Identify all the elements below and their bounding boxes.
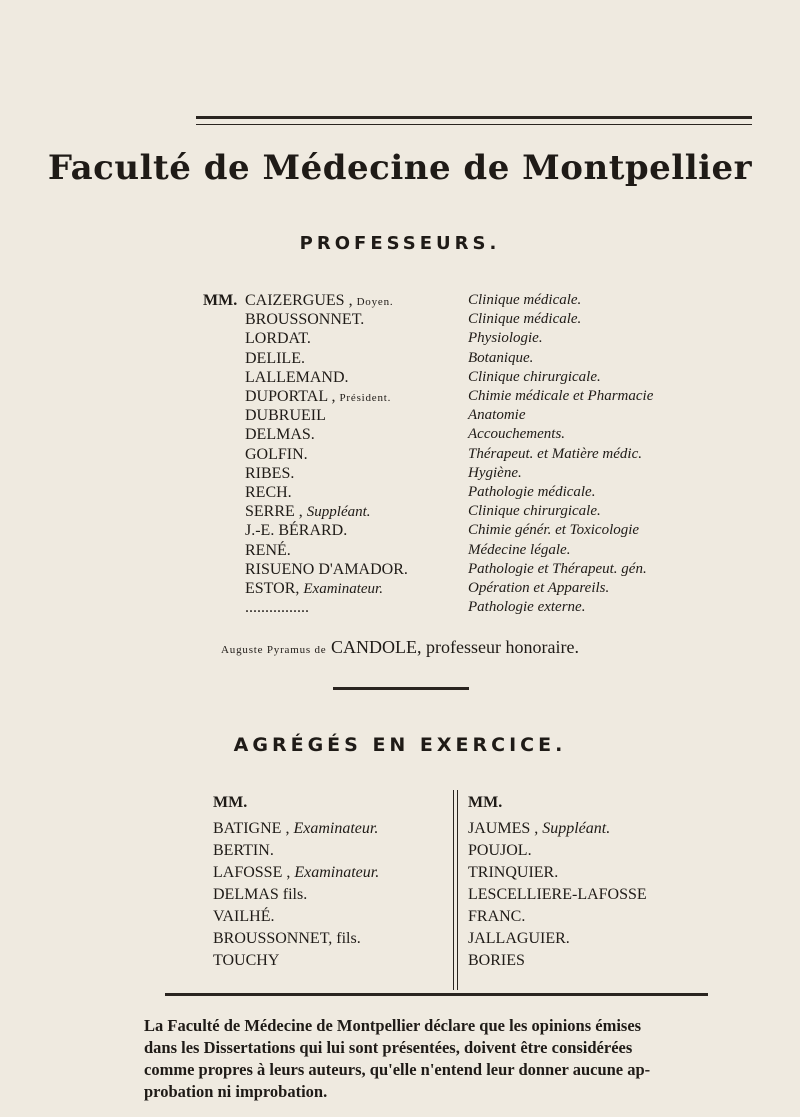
agrege-item bbox=[213, 818, 443, 840]
professor-name bbox=[245, 368, 349, 387]
professor-role: Président. bbox=[339, 392, 392, 404]
professor-name-text: RENÉ. bbox=[245, 541, 291, 559]
professors-mm-label: MM. bbox=[203, 292, 238, 309]
professor-name-text: LORDAT. bbox=[245, 330, 311, 348]
professor-subject: Accouchements. bbox=[468, 426, 566, 443]
professor-name bbox=[245, 579, 383, 598]
professor-name-text: DELILE. bbox=[245, 349, 305, 367]
notice-line: comme propres à leurs auteurs, qu'elle n'entend leur donner aucune ap- bbox=[144, 1060, 651, 1079]
honorary-name-prefix: Auguste Pyramus de bbox=[221, 644, 327, 656]
top-rule-thick bbox=[196, 116, 752, 119]
agrege-name: DELMAS fils. bbox=[213, 886, 308, 903]
notice-line: probation ni improbation. bbox=[144, 1082, 328, 1101]
agrege-role: Examinateur. bbox=[293, 820, 379, 837]
bottom-rule bbox=[165, 993, 708, 996]
agrege-item bbox=[468, 906, 708, 928]
agrege-name: VAILHÉ. bbox=[213, 908, 275, 925]
agrege-name: LAFOSSE , bbox=[213, 864, 291, 881]
professor-name-text: DUBRUEIL bbox=[245, 407, 326, 425]
professor-name: DUPORTAL , Président. bbox=[245, 388, 392, 405]
agrege-name: BROUSSONNET, fils. bbox=[213, 930, 361, 947]
professor-name bbox=[245, 406, 326, 425]
agrege-name: LESCELLIERE-LAFOSSE bbox=[468, 886, 647, 903]
professor-subject: Pathologie et Thérapeut. gén. bbox=[468, 560, 647, 577]
professor-subject: Clinique médicale. bbox=[468, 292, 582, 308]
agrege-name: TOUCHY bbox=[213, 952, 280, 969]
honorary-name: CANDOLE bbox=[331, 637, 417, 657]
agreges-left-mm: MM. bbox=[213, 794, 248, 811]
professor-name: CAIZERGUES , Doyen. bbox=[245, 292, 394, 309]
professor-subject: Pathologie externe. bbox=[468, 599, 586, 616]
agrege-item bbox=[468, 884, 708, 906]
column-divider-right bbox=[457, 790, 458, 990]
agrege-role: Examinateur. bbox=[294, 864, 380, 881]
agreges-heading: AGRÉGÉS EN EXERCICE. bbox=[233, 734, 567, 756]
professor-subject: Hygiène. bbox=[468, 464, 522, 481]
professor-role: Examinateur. bbox=[303, 581, 383, 597]
agrege-role: Suppléant. bbox=[542, 820, 611, 837]
agreges-right-mm: MM. bbox=[468, 794, 503, 811]
professor-subject: Clinique chirurgicale. bbox=[468, 368, 601, 385]
professors-heading: PROFESSEURS. bbox=[299, 233, 501, 254]
professor-name bbox=[245, 483, 292, 502]
column-divider-left bbox=[453, 790, 454, 990]
notice-line: La Faculté de Médecine de Montpellier déclare que les opinions émises bbox=[144, 1016, 642, 1035]
agrege-item bbox=[213, 950, 443, 972]
agrege-name: BERTIN. bbox=[213, 842, 274, 859]
disclaimer-notice bbox=[144, 1015, 684, 1103]
honorary-title: , professeur honoraire. bbox=[417, 637, 579, 657]
agrege-name: TRINQUIER. bbox=[468, 864, 559, 881]
professor-name bbox=[245, 349, 305, 368]
professor-name-text: ESTOR, bbox=[245, 580, 300, 597]
professor-name bbox=[245, 445, 308, 464]
professor-subject: Opération et Appareils. bbox=[468, 580, 610, 596]
agreges-left-column bbox=[213, 788, 443, 972]
professor-role: Suppléant. bbox=[306, 504, 371, 521]
section-separator bbox=[333, 687, 469, 690]
agreges-right-column bbox=[468, 788, 708, 972]
agrege-item bbox=[468, 862, 708, 884]
professor-name bbox=[245, 425, 315, 444]
professor-name bbox=[245, 464, 294, 483]
professor-subject: Thérapeut. et Matière médic. bbox=[468, 445, 642, 462]
honorary-professor bbox=[0, 637, 800, 658]
professor-name bbox=[245, 310, 364, 329]
top-rule-thin bbox=[196, 124, 752, 125]
professor-name-text: ................ bbox=[245, 599, 309, 617]
agrege-name: POUJOL. bbox=[468, 842, 532, 859]
professor-subject: Anatomie bbox=[468, 407, 526, 424]
agrege-item bbox=[468, 928, 708, 950]
professor-name-text: J.-E. BÉRARD. bbox=[245, 522, 348, 540]
professor-name-text: LALLEMAND. bbox=[245, 368, 349, 386]
agrege-name: BORIES bbox=[468, 952, 525, 969]
professor-name bbox=[245, 598, 309, 617]
professor-name bbox=[245, 541, 291, 560]
agrege-item bbox=[468, 818, 708, 840]
professor-name-text: GOLFIN. bbox=[245, 445, 308, 463]
professor-name-text: RISUENO D'AMADOR. bbox=[245, 560, 408, 578]
agrege-name: BATIGNE , bbox=[213, 820, 290, 837]
professor-subject: Physiologie. bbox=[468, 330, 543, 347]
agrege-item bbox=[213, 840, 443, 862]
agrege-item bbox=[213, 884, 443, 906]
professor-subject: Pathologie médicale. bbox=[468, 484, 596, 500]
professor-subject: Médecine légale. bbox=[468, 541, 571, 558]
faculty-title: Faculté de Médecine de Montpellier bbox=[47, 148, 753, 188]
agrege-item bbox=[213, 906, 443, 928]
professor-subject: Botanique. bbox=[468, 349, 534, 366]
professor-role: Doyen. bbox=[356, 296, 394, 308]
agrege-name: JALLAGUIER. bbox=[468, 930, 570, 947]
professor-name-text: BROUSSONNET. bbox=[245, 311, 365, 329]
agrege-name: JAUMES , bbox=[468, 820, 539, 837]
agrege-name: FRANC. bbox=[468, 908, 526, 925]
professor-subject: Clinique médicale. bbox=[468, 311, 582, 328]
professor-name bbox=[245, 560, 408, 579]
professor-name-text: DELMAS. bbox=[245, 426, 315, 444]
professor-name-text: RECH. bbox=[245, 484, 292, 501]
professor-subject: Chimie génér. et Toxicologie bbox=[468, 522, 640, 539]
professor-name bbox=[245, 329, 311, 348]
professor-name-text: RIBES. bbox=[245, 464, 295, 482]
professor-name bbox=[245, 521, 347, 540]
agrege-item bbox=[468, 840, 708, 862]
professor-subject: Clinique chirurgicale. bbox=[468, 503, 601, 520]
notice-line: dans les Dissertations qui lui sont présentées, doivent être considérées bbox=[144, 1038, 633, 1057]
agrege-item bbox=[213, 928, 443, 950]
agrege-item bbox=[468, 950, 708, 972]
professor-subject: Chimie médicale et Pharmacie bbox=[468, 388, 654, 404]
professor-name-text: SERRE bbox=[245, 503, 295, 521]
professor-name: SERRE , Suppléant. bbox=[245, 503, 371, 521]
professor-name-text: DUPORTAL bbox=[245, 388, 328, 405]
agrege-item bbox=[213, 862, 443, 884]
professor-name-text: CAIZERGUES bbox=[245, 292, 345, 309]
